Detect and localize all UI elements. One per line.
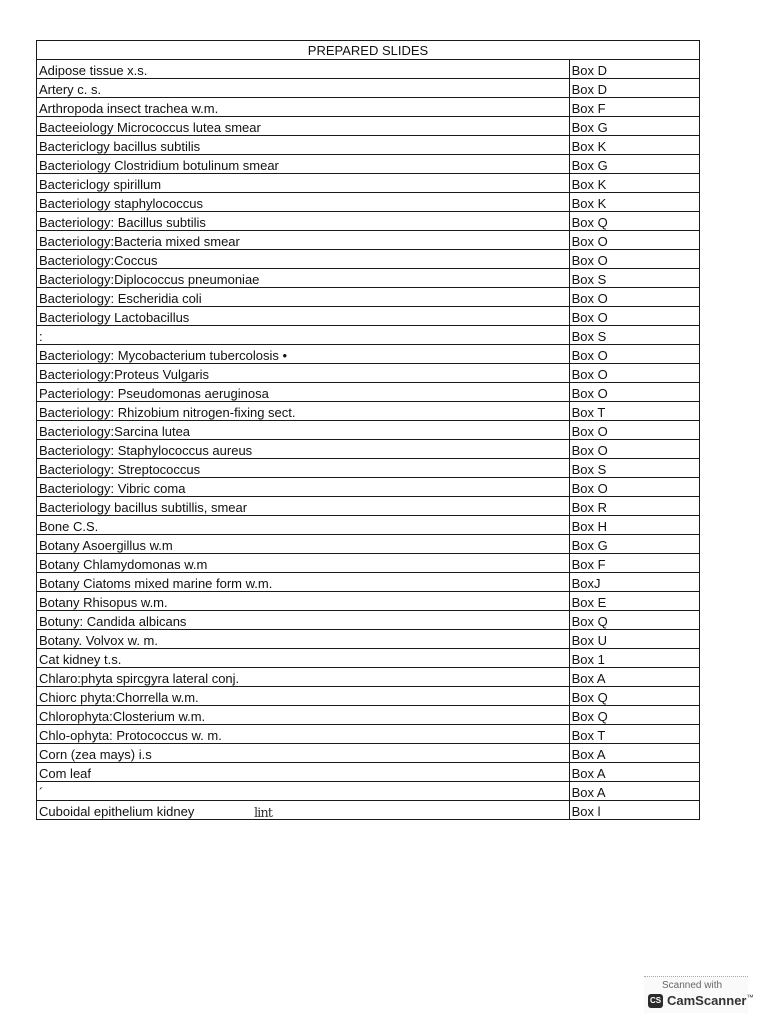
slide-name-cell: Bacteriology:Proteus Vulgaris [37, 364, 570, 383]
slide-name-cell: Chlaro:phyta spircgyra lateral conj. [37, 668, 570, 687]
table-row [37, 706, 700, 725]
slide-name-cell: Chlorophyta:Closterium w.m. [37, 706, 570, 725]
slide-name-cell: Botany Chlamydomonas w.m [37, 554, 570, 573]
box-location-cell: Box G [569, 117, 699, 136]
table-row [37, 117, 700, 136]
box-location-cell: Box A [569, 744, 699, 763]
slide-name-cell: Chiorc phyta:Chorrella w.m. [37, 687, 570, 706]
box-location-cell: Box O [569, 231, 699, 250]
table-row [37, 782, 700, 801]
slide-name-cell: Arthropoda insect trachea w.m. [37, 98, 570, 117]
slide-name-cell: Com leaf [37, 763, 570, 782]
box-location-cell: Box A [569, 668, 699, 687]
table-row [37, 535, 700, 554]
box-location-cell: Box E [569, 592, 699, 611]
table-row [37, 497, 700, 516]
table-row [37, 402, 700, 421]
box-location-cell: Box 1 [569, 649, 699, 668]
table-row [37, 630, 700, 649]
table-row [37, 516, 700, 535]
table-row [37, 763, 700, 782]
box-location-cell: Box F [569, 98, 699, 117]
table-row [37, 193, 700, 212]
box-location-cell: Box D [569, 60, 699, 79]
box-location-cell: Box A [569, 763, 699, 782]
box-location-cell: Box S [569, 326, 699, 345]
box-location-cell: Box Q [569, 706, 699, 725]
box-location-cell: Box l [569, 801, 699, 820]
table-row [37, 573, 700, 592]
table-row [37, 801, 700, 820]
box-location-cell: Box O [569, 307, 699, 326]
table-row [37, 212, 700, 231]
box-location-cell: Box F [569, 554, 699, 573]
camscanner-logo-icon: CS [648, 994, 663, 1008]
slide-name-cell: Cat kidney t.s. [37, 649, 570, 668]
table-row [37, 687, 700, 706]
box-location-cell: Box Q [569, 611, 699, 630]
table-row [37, 421, 700, 440]
slide-name-cell: Bacteeiology Micrococcus lutea smear [37, 117, 570, 136]
box-location-cell: Box O [569, 288, 699, 307]
table-row [37, 345, 700, 364]
slide-name-cell: Corn (zea mays) i.s [37, 744, 570, 763]
watermark-brand: CamScanner™ [667, 993, 754, 1008]
box-location-cell: Box A [569, 782, 699, 801]
slide-name-cell: Botany Rhisopus w.m. [37, 592, 570, 611]
slide-name-cell: Bacteriology Lactobacillus [37, 307, 570, 326]
slide-name-cell: Bacteriology: Mycobacterium tubercolosis • [37, 345, 570, 364]
table-row [37, 744, 700, 763]
table-row [37, 592, 700, 611]
table-row [37, 174, 700, 193]
box-location-cell: Box S [569, 459, 699, 478]
table-row [37, 478, 700, 497]
slide-name-cell: Bacteriology:Diplococcus pneumoniae [37, 269, 570, 288]
table-row [37, 649, 700, 668]
slide-name-cell: Chlo-ophyta: Protococcus w. m. [37, 725, 570, 744]
box-location-cell: BoxJ [569, 573, 699, 592]
slide-name-cell: Botany. Volvox w. m. [37, 630, 570, 649]
table-row [37, 231, 700, 250]
box-location-cell: Box T [569, 402, 699, 421]
slide-name-cell: Bone C.S. [37, 516, 570, 535]
slide-name-cell: Bacteriology:Bacteria mixed smear [37, 231, 570, 250]
slide-name-cell: : [37, 326, 570, 345]
box-location-cell: Box K [569, 193, 699, 212]
table-row [37, 364, 700, 383]
box-location-cell: Box K [569, 136, 699, 155]
slide-name-cell: Botuny: Candida albicans [37, 611, 570, 630]
box-location-cell: Box O [569, 421, 699, 440]
table-row [37, 269, 700, 288]
box-location-cell: Box O [569, 440, 699, 459]
slide-name-cell: Botany Asoergillus w.m [37, 535, 570, 554]
watermark-caption: Scanned with [662, 980, 723, 991]
table-row [37, 440, 700, 459]
table-row [37, 554, 700, 573]
slide-name-cell: Adipose tissue x.s. [37, 60, 570, 79]
slide-name-cell: Bacteriology Clostridium botulinum smear [37, 155, 570, 174]
table-row [37, 250, 700, 269]
box-location-cell: Box O [569, 478, 699, 497]
slide-name-cell: Bacteriology staphylococcus [37, 193, 570, 212]
table-row [37, 725, 700, 744]
table-row [37, 668, 700, 687]
slide-name-cell: Bactericlogy spirillum [37, 174, 570, 193]
slide-name-cell: Bacteriology bacillus subtillis, smear [37, 497, 570, 516]
table-row [37, 60, 700, 79]
table-row [37, 611, 700, 630]
box-location-cell: Box D [569, 79, 699, 98]
slide-name-cell: Botany Ciatoms mixed marine form w.m. [37, 573, 570, 592]
table-row [37, 459, 700, 478]
table-row [37, 98, 700, 117]
box-location-cell: Box G [569, 155, 699, 174]
slide-name-cell: Bacteriology: Escheridia coli [37, 288, 570, 307]
table-row [37, 79, 700, 98]
table-title: PREPARED SLIDES [37, 41, 700, 60]
table-body [37, 60, 700, 820]
table-row [37, 326, 700, 345]
box-location-cell: Box O [569, 364, 699, 383]
slide-name-cell: Bacteriology: Streptococcus [37, 459, 570, 478]
slide-name-cell: Bactericlogy bacillus subtilis [37, 136, 570, 155]
slide-name-cell: Artery c. s. [37, 79, 570, 98]
box-location-cell: Box H [569, 516, 699, 535]
table-row [37, 155, 700, 174]
box-location-cell: Box R [569, 497, 699, 516]
slide-name-cell: Bacteriology:Coccus [37, 250, 570, 269]
slide-name-cell: Bacteriology: Rhizobium nitrogen-fixing sect. [37, 402, 570, 421]
table-row [37, 288, 700, 307]
box-location-cell: Box O [569, 345, 699, 364]
slide-name-cell: Bacteriology: Staphylococcus aureus [37, 440, 570, 459]
slide-name-cell: Cuboidal epithelium kidney [37, 801, 570, 820]
slide-name-cell: Pacteriology: Pseudomonas aeruginosa [37, 383, 570, 402]
slide-name-cell: Bacteriology:Sarcina lutea [37, 421, 570, 440]
box-location-cell: Box G [569, 535, 699, 554]
box-location-cell: Box O [569, 250, 699, 269]
box-location-cell: Box U [569, 630, 699, 649]
table-row [37, 383, 700, 402]
handwritten-annotation: lint [254, 806, 272, 821]
box-location-cell: Box S [569, 269, 699, 288]
box-location-cell: Box Q [569, 687, 699, 706]
camscanner-watermark [644, 976, 754, 1013]
box-location-cell: Box K [569, 174, 699, 193]
table-row [37, 136, 700, 155]
slide-name-cell: Bacteriology: Bacillus subtilis [37, 212, 570, 231]
slide-name-cell: Bacteriology: Vibric coma [37, 478, 570, 497]
table-row [37, 307, 700, 326]
box-location-cell: Box T [569, 725, 699, 744]
slide-name-cell: ´ [37, 782, 570, 801]
box-location-cell: Box Q [569, 212, 699, 231]
prepared-slides-table [36, 40, 700, 820]
box-location-cell: Box O [569, 383, 699, 402]
